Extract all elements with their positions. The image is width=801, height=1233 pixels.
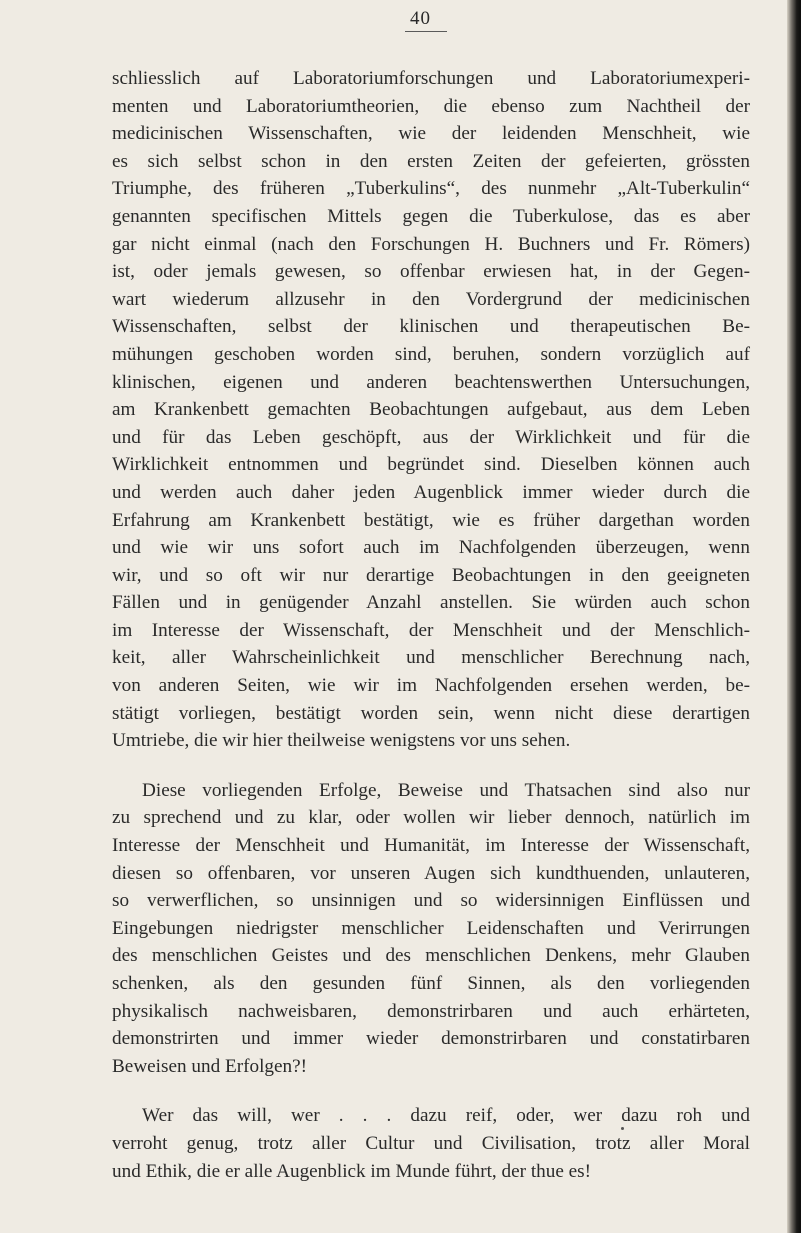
text-line: es sich selbst schon in den ersten Zeiten der gefeierten, grössten — [112, 150, 750, 172]
body-text — [112, 65, 750, 1185]
text-line: genannten specifischen Mittels gegen die Tuberkulose, das es aber — [112, 205, 750, 227]
text-line: wart wiederum allzusehr in den Vordergrund der medicinischen — [112, 288, 750, 310]
paragraph — [112, 1102, 750, 1185]
text-line: Wirklichkeit entnommen und begründet sind. Dieselben können auch — [112, 454, 750, 476]
text-line: Umtriebe, die wir hier theilweise wenigstens vor uns sehen. — [112, 730, 571, 752]
text-line: am Krankenbett gemachten Beobachtungen aufgebaut, aus dem Leben — [112, 399, 750, 421]
text-line: Diese vorliegenden Erfolge, Beweise und Thatsachen sind also nur — [142, 779, 750, 801]
text-line: und wie wir uns sofort auch im Nachfolgenden überzeugen, wenn — [112, 537, 750, 559]
text-line: zu sprechend und zu klar, oder wollen wir lieber dennoch, natürlich im — [112, 807, 750, 829]
text-line: Wer das will, wer . . . dazu reif, oder, wer dazu roh und — [142, 1105, 750, 1127]
text-line: Triumphe, des früheren „Tuberkulins“, des nunmehr „Alt-Tuberkulin“ — [112, 178, 750, 200]
text-line: demonstrirten und immer wieder demonstrirbaren und constatirbaren — [112, 1028, 750, 1050]
text-line: diesen so offenbaren, vor unseren Augen sich kundthuenden, unlauteren, — [112, 862, 750, 884]
text-line: Wissenschaften, selbst der klinischen und therapeutischen Be- — [112, 316, 750, 338]
text-line: Erfahrung am Krankenbett bestätigt, wie es früher dargethan worden — [112, 509, 750, 531]
header-rule — [405, 31, 447, 32]
text-line: stätigt vorliegen, bestätigt worden sein, wenn nicht diese derartigen — [112, 702, 750, 724]
ink-speck — [621, 1127, 624, 1130]
text-line: und für das Leben geschöpft, aus der Wirklichkeit und für die — [112, 426, 750, 448]
page-number: 40 — [410, 8, 431, 29]
text-line: schenken, als den gesunden fünf Sinnen, als den vorliegenden — [112, 973, 750, 994]
text-line: menten und Laboratoriumtheorien, die ebenso zum Nachtheil der — [112, 95, 750, 117]
text-line: physikalisch nachweisbaren, demonstrirbaren und auch erhärteten, — [112, 1000, 750, 1022]
text-line: des menschlichen Geistes und des menschlichen Denkens, mehr Glauben — [112, 945, 750, 967]
paragraph-gap — [112, 1080, 750, 1102]
text-line: ist, oder jemals gewesen, so offenbar erwiesen hat, in der Gegen- — [112, 261, 750, 283]
text-line: keit, aller Wahrscheinlichkeit und menschlicher Berechnung nach, — [112, 647, 750, 669]
text-line: und Ethik, die er alle Augenblick im Munde führt, der thue es! — [112, 1160, 592, 1182]
text-line: Beweisen und Erfolgen?! — [112, 1055, 308, 1077]
paragraph — [112, 65, 750, 755]
text-line: gar nicht einmal (nach den Forschungen H. Buchners und Fr. Römers) — [112, 233, 750, 255]
paragraph — [112, 777, 750, 1081]
text-line: mühungen geschoben worden sind, beruhen, sondern vorzüglich auf — [112, 343, 750, 365]
paragraph-gap — [112, 755, 750, 777]
text-line: von anderen Seiten, wie wir im Nachfolgenden ersehen werden, be- — [112, 675, 750, 697]
text-line: wir, und so oft wir nur derartige Beobachtungen in den geeigneten — [112, 564, 750, 586]
text-line: verroht genug, trotz aller Cultur und Civilisation, trotz aller Moral — [112, 1132, 750, 1154]
text-line: klinischen, eigenen und anderen beachtenswerthen Untersuchungen, — [112, 371, 750, 393]
text-line: und werden auch daher jeden Augenblick immer wieder durch die — [112, 481, 750, 503]
text-line: schliesslich auf Laboratoriumforschungen und Laboratoriumexperi- — [112, 68, 750, 89]
text-line: Interesse der Menschheit und Humanität, im Interesse der Wissenschaft, — [112, 835, 750, 857]
page-edge-shadow — [787, 0, 801, 1233]
text-line: Fällen und in genügender Anzahl anstellen. Sie würden auch schon — [112, 592, 750, 614]
text-line: so verwerflichen, so unsinnigen und so widersinnigen Einflüssen und — [112, 890, 750, 912]
text-line: Eingebungen niedrigster menschlicher Leidenschaften und Verirrungen — [112, 917, 750, 939]
text-line: medicinischen Wissenschaften, wie der leidenden Menschheit, wie — [112, 123, 750, 145]
text-line: im Interesse der Wissenschaft, der Menschheit und der Menschlich- — [112, 619, 750, 641]
